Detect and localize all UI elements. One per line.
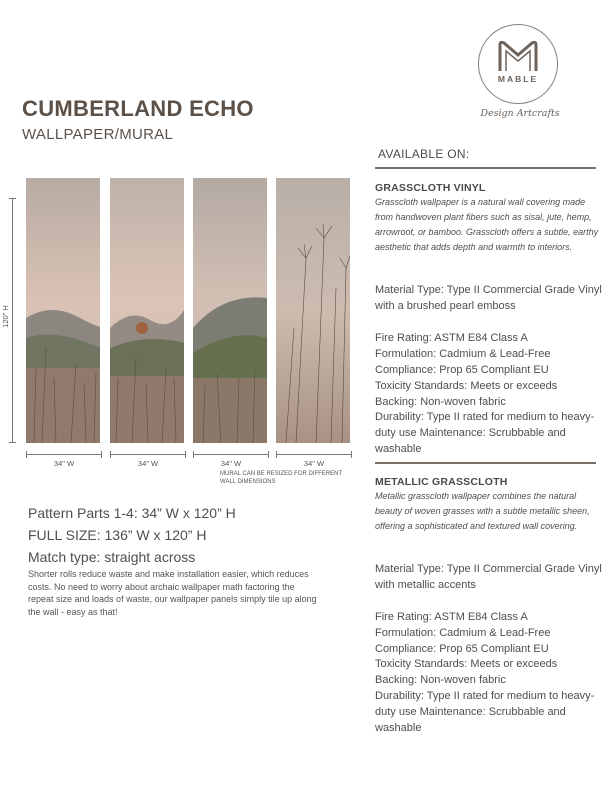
metallic-backing: Backing: Non-woven fabric <box>375 674 506 686</box>
mural-panel-3 <box>193 178 267 443</box>
width-label-2: 34" W <box>137 459 159 468</box>
metallic-fire-rating: Fire Rating: ASTM E84 Class A <box>375 611 528 623</box>
mural-panel-4 <box>276 178 350 443</box>
mural-panel-1 <box>26 178 100 443</box>
height-label: 120" H <box>0 305 10 328</box>
brand-tagline: Design Artcrafts <box>480 108 560 119</box>
logo-mark-icon <box>497 39 539 73</box>
grasscloth-fire-rating: Fire Rating: ASTM E84 Class A <box>375 332 528 344</box>
mural-panel-2 <box>110 178 184 443</box>
divider <box>375 167 596 169</box>
grasscloth-formulation: Formulation: Cadmium & Lead-Free <box>375 348 551 360</box>
grasscloth-compliance: Compliance: Prop 65 Compliant EU <box>375 364 549 376</box>
grasscloth-toxicity: Toxicity Standards: Meets or exceeds <box>375 380 558 392</box>
width-ruler-1 <box>26 454 102 455</box>
waste-description: Shorter rolls reduce waste and make installation easier, which reduces costs. No need to worry about archaic wallpaper math factoring the repeat size and loads of waste, our wallpaper panels simply tile up along the wall - easy as that! <box>28 569 317 617</box>
product-subtitle: WALLPAPER/MURAL <box>22 126 174 143</box>
width-label-3: 34" W <box>220 459 242 468</box>
metallic-formulation: Formulation: Cadmium & Lead-Free <box>375 627 551 639</box>
metallic-durability: Durability: Type II rated for medium to heavy-duty use Maintenance: Scrubbable and washable <box>375 690 595 734</box>
available-heading: AVAILABLE ON: <box>378 147 470 161</box>
pattern-parts: Pattern Parts 1-4: 34” W x 120” H <box>28 505 236 521</box>
width-ruler-4 <box>276 454 352 455</box>
width-ruler-3 <box>193 454 269 455</box>
grasscloth-backing: Backing: Non-woven fabric <box>375 396 506 408</box>
width-label-1: 34" W <box>53 459 75 468</box>
metallic-compliance: Compliance: Prop 65 Compliant EU <box>375 643 549 655</box>
metallic-toxicity: Toxicity Standards: Meets or exceeds <box>375 658 558 670</box>
resize-note: MURAL CAN BE RESIZED FOR DIFFERENT WALL DIMENSIONS <box>220 471 343 485</box>
width-ruler-2 <box>110 454 186 455</box>
grasscloth-description: Grasscloth wallpaper is a natural wall covering made from handwoven plant fibers such as sisal, jute, hemp, arrowroot, or bamboo. Grasscloth offers a subtle, earthy aesthetic that adds depth and warmth to interiors. <box>375 197 599 252</box>
grasscloth-title: GRASSCLOTH VINYL <box>375 182 486 194</box>
metallic-title: METALLIC GRASSCLOTH <box>375 476 508 488</box>
grasscloth-material: Material Type: Type II Commercial Grade Vinyl with a brushed pearl emboss <box>375 284 602 312</box>
grasscloth-durability: Durability: Type II rated for medium to heavy-duty use Maintenance: Scrubbable and washable <box>375 411 595 455</box>
metallic-description: Metallic grasscloth wallpaper combines the natural beauty of woven grasses with a subtle metallic sheen, offering a sophisticated and textured wall covering. <box>375 491 590 531</box>
product-title: CUMBERLAND ECHO <box>22 96 254 121</box>
full-size: FULL SIZE: 136” W x 120” H <box>28 527 207 543</box>
brand-name: MABLE <box>497 74 539 84</box>
metallic-material: Material Type: Type II Commercial Grade Vinyl with metallic accents <box>375 563 602 591</box>
height-ruler <box>12 198 13 443</box>
match-type: Match type: straight across <box>28 549 196 565</box>
divider <box>375 462 596 464</box>
width-label-4: 34" W <box>303 459 325 468</box>
brand-logo <box>478 24 558 104</box>
